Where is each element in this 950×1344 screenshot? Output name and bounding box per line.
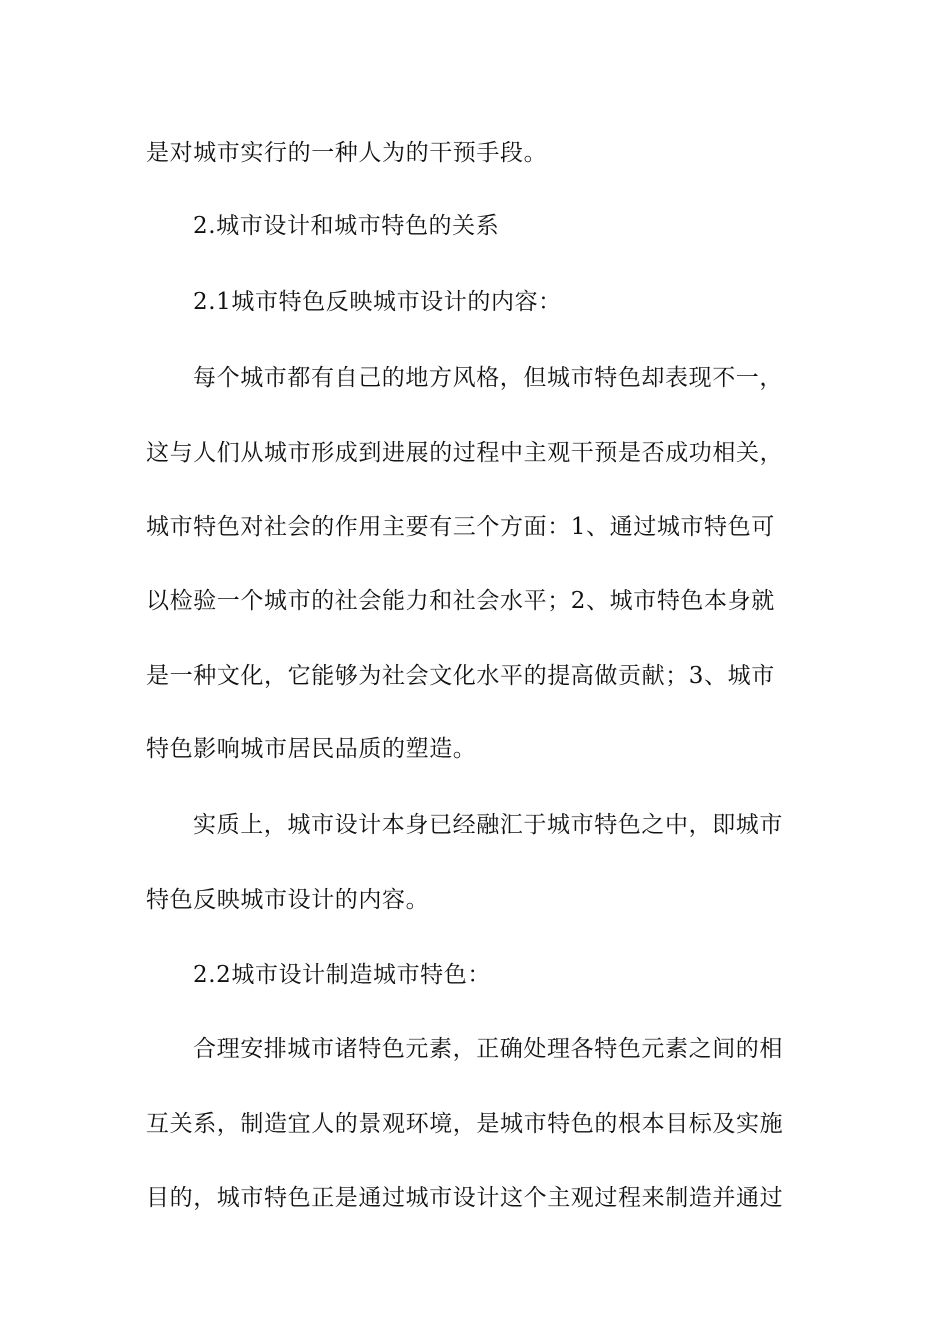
paragraph-line: 特色反映城市设计的内容。	[146, 887, 430, 913]
paragraph-line: 是对城市实行的一种人为的干预手段。	[146, 140, 548, 166]
paragraph-line: 实质上，城市设计本身已经融汇于城市特色之中，即城市	[193, 812, 783, 838]
paragraph-line: 合理安排城市诸特色元素，正确处理各特色元素之间的相	[193, 1036, 783, 1062]
subsection-heading: 2.2城市设计制造城市特色：	[193, 962, 491, 988]
paragraph-line: 这与人们从城市形成到进展的过程中主观干预是否成功相关，	[146, 440, 784, 466]
paragraph-line: 以检验一个城市的社会能力和社会水平；2、城市特色本身就	[146, 588, 775, 614]
section-heading: 2.城市设计和城市特色的关系	[193, 213, 500, 239]
paragraph-line: 目的，城市特色正是通过城市设计这个主观过程来制造并通过	[146, 1185, 784, 1211]
paragraph-line: 特色影响城市居民品质的塑造。	[146, 736, 477, 762]
paragraph-line: 每个城市都有自己的地方风格，但城市特色却表现不一，	[193, 365, 783, 391]
paragraph-line: 是一种文化，它能够为社会文化水平的提高做贡献；3、城市	[146, 663, 775, 689]
paragraph-line: 城市特色对社会的作用主要有三个方面：1、通过城市特色可	[146, 514, 775, 540]
paragraph-line: 互关系，制造宜人的景观环境，是城市特色的根本目标及实施	[146, 1111, 784, 1137]
subsection-heading: 2.1城市特色反映城市设计的内容：	[193, 289, 562, 315]
